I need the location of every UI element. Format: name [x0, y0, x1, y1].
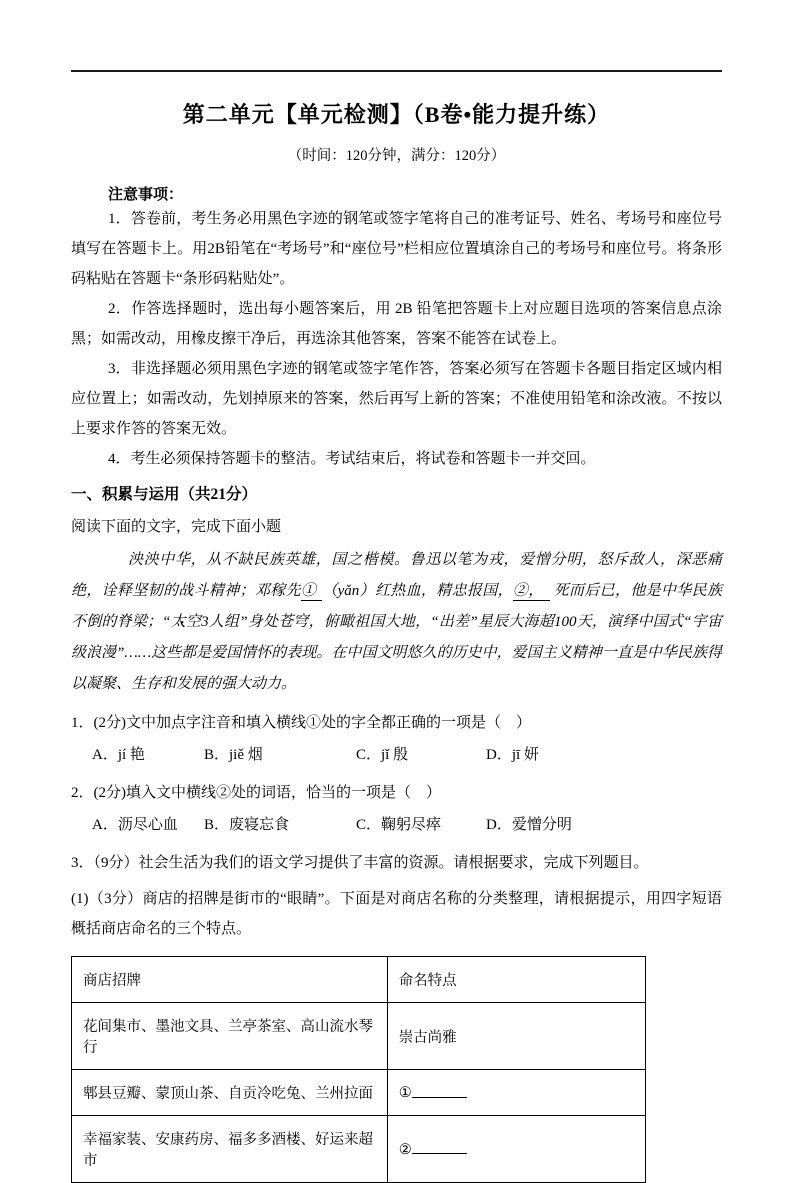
- feature-cell: ①: [387, 1070, 645, 1116]
- feature-cell: 崇古尚雅: [387, 1003, 645, 1070]
- question-2-option-d: D．爱憎分明: [486, 817, 572, 833]
- question-3: [71, 848, 722, 944]
- shop-cell: 幸福家装、安康药房、福多多酒楼、好运来超市: [72, 1116, 388, 1183]
- exam-time-score-subtitle: （时间：120分钟，满分：120分）: [287, 148, 506, 164]
- page-title: 第二单元【单元检测】（B卷•能力提升练）: [182, 102, 611, 127]
- table-header-naming-feature: 命名特点: [387, 957, 645, 1003]
- question-1-stem: 1．(2分)文中加点字注音和填入横线①处的字全都正确的一项是（ ）: [71, 715, 531, 731]
- table-row: [72, 1116, 646, 1183]
- question-2-option-c: C．鞠躬尽瘁: [356, 817, 442, 833]
- header-rule: [71, 70, 722, 72]
- table-header-shop-signs: 商店招牌: [72, 957, 388, 1003]
- question-3-sub-1-stem: (1)（3分）商店的招牌是街市的“眼睛”。下面是对商店名称的分类整理，请根据提示，用四字短语概括商店命名的三个特点。: [71, 891, 722, 937]
- notice-item-3: 3．非选择题必须用黑色字迹的钢笔或签字笔作答，答案必须写在答题卡各题目指定区域内相应位置上；如需改动，先划掉原来的答案，然后再写上新的答案；不准使用铅笔和涂改液。不按以上要求作答的答案无效。: [71, 361, 722, 437]
- question-1-option-b: B．jiě 烟: [204, 747, 263, 763]
- table-row: [72, 1003, 646, 1070]
- question-1-option-a: A．jí 艳: [92, 747, 145, 763]
- question-2-options: [71, 810, 722, 840]
- notice-item-4: 4．考生必须保持答题卡的整洁。考试结束后，将试卷和答题卡一并交回。: [108, 451, 596, 467]
- question-2-option-b: B．废寝忘食: [204, 817, 290, 833]
- notice-heading: 注意事项：: [108, 187, 184, 203]
- reading-passage: 泱泱中华，从不缺民族英雄，国之楷模。鲁迅以笔为戎，爱憎分明，怒斥敌人，深恶痛绝，诠释坚韧的战斗精神；邓稼先① （yǎn）红热血，精忠报国，②， 死而后已，他是中华民族不倒的脊 •梁；“太空3人组”身处苍穹，俯瞰祖国大地，“出差”星辰大海超100天，演绎中国式“宇宙级浪漫”……这些都是爱国情怀的表现。在中国文明悠久的历史中，爱国主义精神一直是中华民族得以凝聚、生存和发展的强大动力。: [71, 545, 722, 700]
- question-2-stem: 2．(2分)填入文中横线②处的词语，恰当的一项是（ ）: [71, 785, 441, 801]
- question-1-option-d: D．jī 妍: [486, 747, 539, 763]
- question-2-option-a: A．沥尽心血: [92, 817, 178, 833]
- table-row: [72, 1070, 646, 1116]
- notice-item-2: 2．作答选择题时，选出每小题答案后，用 2B 铅笔把答题卡上对应题目选项的答案信息点涂黑；如需改动，用橡皮擦干净后，再选涂其他答案，答案不能答在试卷上。: [71, 301, 722, 347]
- shop-cell: 郫县豆瓣、蒙顶山茶、自贡冷吃兔、兰州拉面: [72, 1070, 388, 1116]
- notice-item-1: 1．答卷前，考生务必用黑色字迹的钢笔或签字笔将自己的准考证号、姓名、考场号和座位号填写在答题卡上。用2B铅笔在“考场号”和“座位号”栏相应位置填涂自己的考场号和座位号。将条形码粘贴在答题卡“条形码粘贴处”。: [71, 211, 722, 287]
- question-1-option-c: C．jǐ 殷: [356, 747, 409, 763]
- feature-cell: ②: [387, 1116, 645, 1183]
- question-2: [71, 778, 722, 840]
- passage-intro: 阅读下面的文字，完成下面小题: [71, 519, 282, 535]
- table-header-row: [72, 957, 646, 1003]
- section-heading: 一、积累与运用（共21分）: [71, 486, 258, 503]
- question-3-stem: 3．（9分）社会生活为我们的语文学习提供了丰富的资源。请根据要求，完成下列题目。: [71, 855, 649, 871]
- question-1-options: [71, 740, 722, 770]
- shop-name-table: [71, 956, 646, 1183]
- shop-cell: 花间集市、墨池文具、兰亭茶室、高山流水琴行: [72, 1003, 388, 1070]
- question-1: [71, 708, 722, 770]
